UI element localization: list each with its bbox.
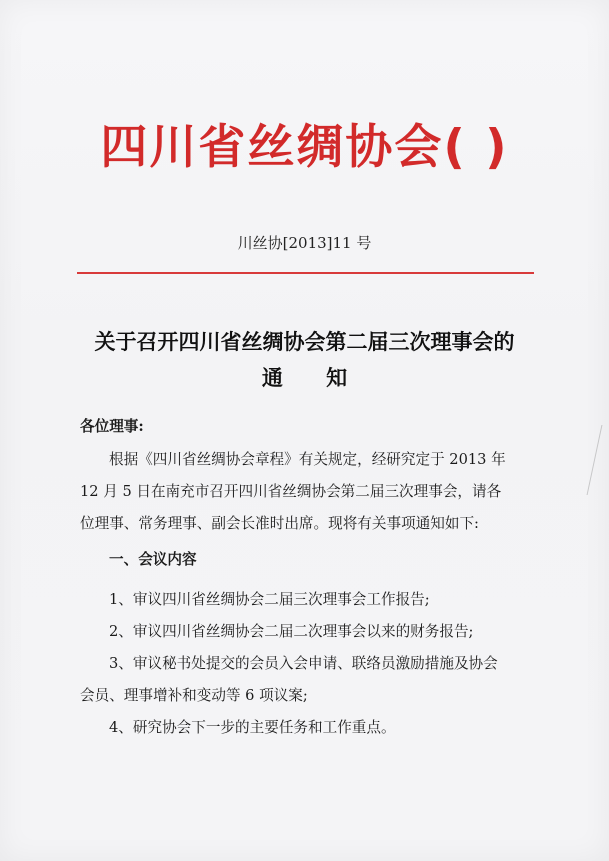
header-divider [77, 272, 534, 274]
organization-header: 四川省丝绸协会( ) [100, 120, 509, 175]
section-heading-meeting-content: 一、会议内容 [109, 551, 197, 568]
document-number: 川丝协[2013]11 号 [237, 234, 372, 252]
notice-title-line1: 关于召开四川省丝绸协会第二届三次理事会的 [94, 329, 515, 354]
agenda-item-4: 4、研究协会下一步的主要任务和工作重点。 [109, 719, 396, 736]
agenda-item-1: 1、审议四川省丝绸协会二届三次理事会工作报告; [109, 591, 430, 608]
notice-title [0, 324, 609, 396]
agenda-item-3-continued: 会员、理事增补和变动等 6 项议案; [80, 687, 308, 704]
salutation: 各位理事: [80, 418, 144, 435]
intro-line-2: 12 月 5 日在南充市召开四川省丝绸协会第二届三次理事会，请各 [80, 483, 502, 500]
intro-line-3: 位理事、常务理事、副会长准时出席。现将有关事项通知如下: [80, 515, 479, 532]
notice-title-line2: 通 知 [261, 365, 366, 390]
intro-paragraph [80, 444, 550, 540]
agenda-item-3: 3、审议秘书处提交的会员入会申请、联络员激励措施及协会 [109, 655, 498, 672]
agenda-list [80, 584, 550, 744]
intro-line-1: 根据《四川省丝绸协会章程》有关规定，经研究定于 2013 年 [109, 451, 506, 468]
scan-edge-mark [587, 425, 609, 495]
agenda-item-2: 2、审议四川省丝绸协会二届二次理事会以来的财务报告; [109, 623, 474, 640]
